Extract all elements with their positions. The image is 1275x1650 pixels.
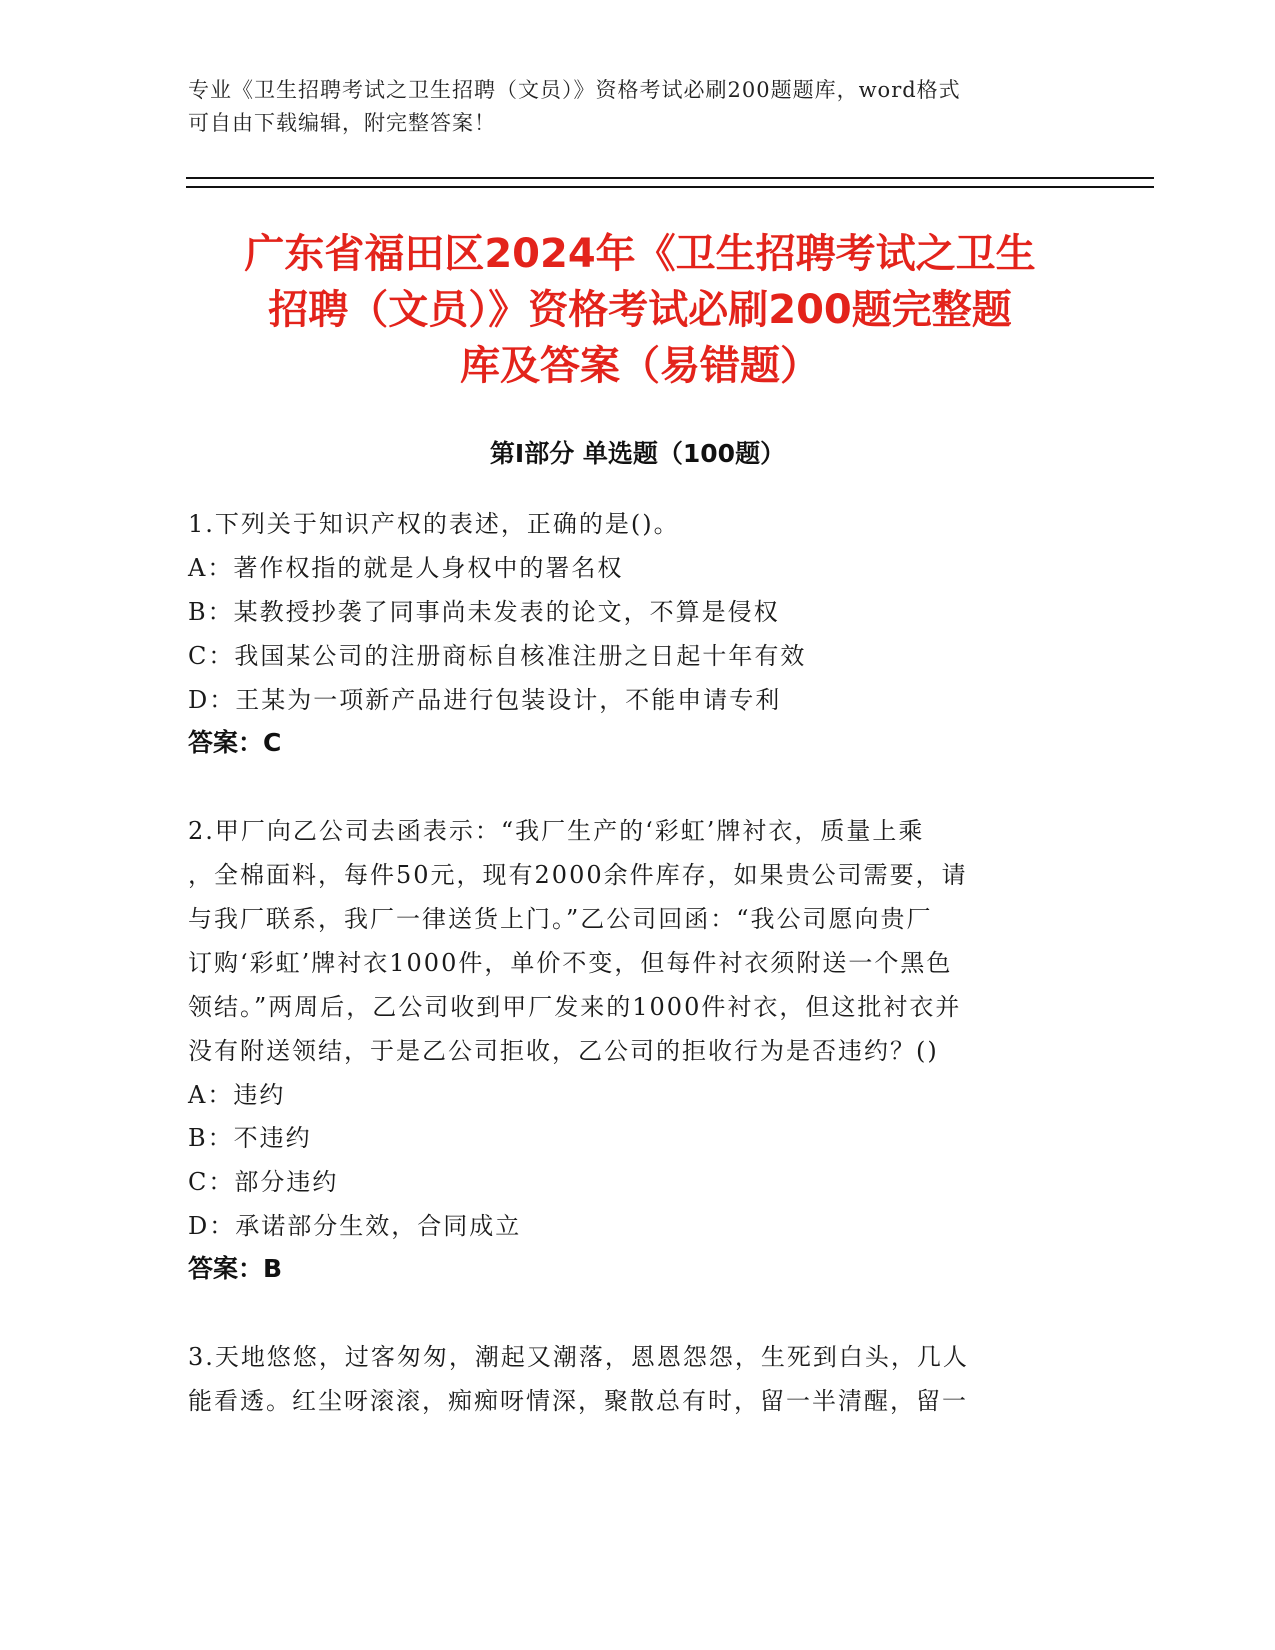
- question-1-option-b: B：某教授抄袭了同事尚未发表的论文，不算是侵权: [188, 598, 780, 626]
- document-title: [160, 226, 1120, 394]
- question-1-stem: 1.下列关于知识产权的表述，正确的是()。: [188, 510, 680, 538]
- question-1-option-a: A：著作权指的就是人身权中的署名权: [188, 554, 624, 582]
- question-3-stem-line-2: 能看透。红尘呀滚滚，痴痴呀情深，聚散总有时，留一半清醒，留一: [188, 1387, 968, 1415]
- question-2-stem-line-4: 订购‘彩虹’牌衬衣1000件，单价不变，但每件衬衣须附送一个黑色: [188, 949, 953, 977]
- question-2-option-b: B：不违约: [188, 1124, 312, 1152]
- question-2-answer: 答案：B: [188, 1254, 283, 1283]
- question-1-option-c: C：我国某公司的注册商标自核准注册之日起十年有效: [188, 642, 807, 670]
- question-2-stem-line-1: 2.甲厂向乙公司去函表示：“我厂生产的‘彩虹’牌衬衣，质量上乘: [188, 817, 925, 845]
- question-1-option-d: D：王某为一项新产品进行包装设计，不能申请专利: [188, 686, 782, 714]
- header-note-line-2: 可自由下载编辑，附完整答案！: [188, 111, 496, 135]
- question-2-stem-line-5: 领结。”两周后，乙公司收到甲厂发来的1000件衬衣，但这批衬衣并: [188, 993, 962, 1021]
- document-title-line-3: 库及答案（易错题）: [460, 343, 820, 389]
- question-3-stem-line-1: 3.天地悠悠，过客匆匆，潮起又潮落，恩恩怨怨，生死到白头，几人: [188, 1343, 969, 1371]
- header-note-line-1: 专业《卫生招聘考试之卫生招聘（文员）》资格考试必刷200题题库，word格式: [188, 78, 961, 102]
- document-title-line-2: 招聘（文员）》资格考试必刷200题完整题: [268, 287, 1012, 333]
- question-2-stem-line-2: ，全棉面料，每件50元，现有2000余件库存，如果贵公司需要，请: [188, 861, 968, 889]
- document-title-line-1: 广东省福田区2024年《卫生招聘考试之卫生: [244, 231, 1036, 277]
- question-1-answer: 答案：C: [188, 728, 282, 757]
- header-note: [188, 74, 1088, 140]
- question-2-stem-line-3: 与我厂联系，我厂一律送货上门。”乙公司回函：“我公司愿向贵厂: [188, 905, 933, 933]
- header-divider-bottom: [186, 186, 1154, 188]
- section-title: 第Ⅰ部分 单选题（100题）: [489, 439, 786, 468]
- question-2-stem-line-6: 没有附送领结，于是乙公司拒收，乙公司的拒收行为是否违约？(): [188, 1037, 939, 1065]
- question-2-option-d: D：承诺部分生效，合同成立: [188, 1212, 522, 1240]
- header-divider-top: [186, 177, 1154, 179]
- question-2-option-a: A：违约: [188, 1081, 286, 1109]
- question-2-option-c: C：部分违约: [188, 1168, 339, 1196]
